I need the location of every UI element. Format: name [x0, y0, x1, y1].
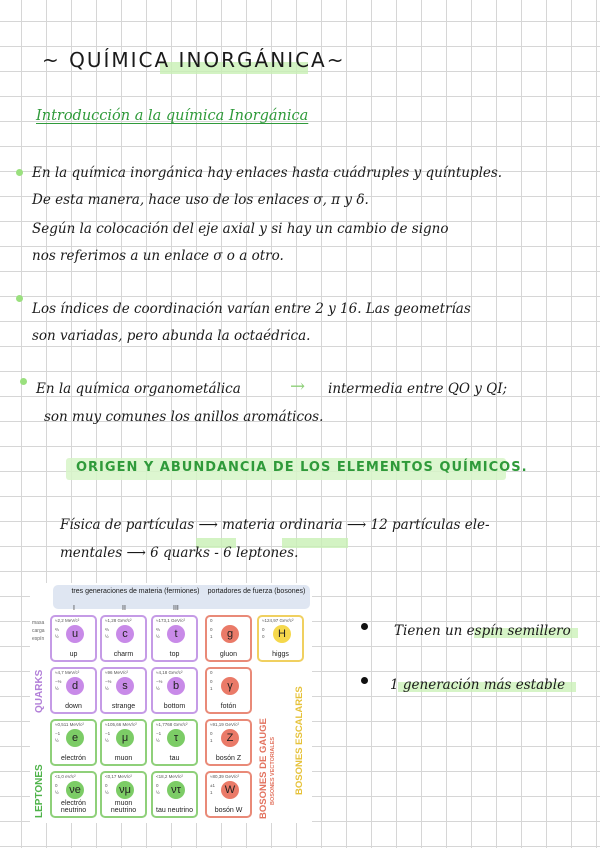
particles-line-2: mentales ⟶ 6 quarks - 6 leptones. — [60, 545, 299, 561]
particle-mass: ≈105,66 MeV/c² — [105, 722, 137, 727]
bullet-dot — [361, 623, 368, 630]
section-heading-origin: ORIGEN Y ABUNDANCIA DE LOS ELEMENTOS QUÍMICOS. — [76, 460, 528, 475]
bullet-1-line-3: Según la colocación del eje axial y si hay un cambio de signo — [32, 221, 449, 237]
particle-symbol: g — [221, 625, 239, 643]
particle-name: tau neutrino — [156, 807, 193, 814]
particle-charge: ⅔ — [156, 627, 160, 632]
generation-label: II — [122, 605, 126, 612]
particle-spin: ½ — [105, 790, 109, 795]
particle-symbol: Z — [221, 729, 239, 747]
particle-spin: 1 — [210, 634, 213, 639]
particle-symbol: s — [116, 677, 134, 695]
particle-cell-down — [50, 667, 97, 714]
particle-name: gluon — [219, 651, 238, 658]
particle-name: muon neutrino — [110, 800, 137, 814]
particle-symbol: τ — [167, 729, 185, 747]
particle-mass: ≈0,511 MeV/c² — [55, 722, 84, 727]
particle-symbol: W — [221, 781, 239, 799]
particle-charge: ⅔ — [55, 627, 59, 632]
row-label-charge: carga — [32, 628, 45, 634]
bullet-1-line-4: nos referimos a un enlace σ o a otro. — [32, 248, 284, 264]
particle-charge: 0 — [210, 731, 213, 736]
particle-cell-muon-neutrino — [100, 771, 147, 818]
particle-cell-bottom — [151, 667, 198, 714]
particle-mass: 0 — [210, 670, 213, 675]
particle-symbol: u — [66, 625, 84, 643]
particle-spin: ½ — [156, 634, 160, 639]
bullet-2-line-2: son variadas, pero abunda la octaédrica. — [32, 328, 311, 344]
bosons-header: portadores de fuerza (bosones) — [203, 585, 310, 609]
bullet-1-line-1: En la química inorgánica hay enlaces hasta cuádruples y quíntuples. — [32, 165, 503, 181]
particle-charge: −1 — [55, 731, 61, 736]
generation-label: III — [173, 605, 179, 612]
particle-spin: ½ — [105, 634, 109, 639]
particle-symbol: μ — [116, 729, 134, 747]
particle-mass: ≈4,18 GeV/c² — [156, 670, 183, 675]
particle-name: electrón — [61, 755, 86, 762]
particle-spin: ½ — [105, 686, 109, 691]
row-label-spin: espín — [32, 636, 45, 642]
particle-spin: ½ — [55, 686, 59, 691]
particle-spin: ½ — [55, 790, 59, 795]
particle-mass: <1,0 eV/c² — [55, 774, 76, 779]
particle-charge: 0 — [156, 783, 159, 788]
particle-mass: 0 — [210, 618, 213, 623]
particle-symbol: γ — [221, 677, 239, 695]
particle-charge: −1 — [156, 731, 162, 736]
page-title: ~ QUÍMICA INORGÁNICA~ — [42, 48, 346, 72]
particle-cell-strange — [100, 667, 147, 714]
particle-spin: ½ — [55, 738, 59, 743]
particle-mass: ≈91,19 GeV/c² — [210, 722, 239, 727]
particle-cell-muon — [100, 719, 147, 766]
quarks-label: QUARKS — [34, 669, 45, 713]
particle-spin: 0 — [262, 634, 265, 639]
particle-mass: ≈124,97 GeV/c² — [262, 618, 294, 623]
particle-cell-bosón-Z — [205, 719, 252, 766]
particle-cell-up — [50, 615, 97, 662]
particle-symbol: νe — [66, 781, 84, 799]
particle-spin: ½ — [55, 634, 59, 639]
particle-mass: ≈1,7768 GeV/c² — [156, 722, 188, 727]
particle-name: fotón — [220, 703, 237, 710]
particle-cell-electrón — [50, 719, 97, 766]
particle-symbol: e — [66, 729, 84, 747]
particle-mass: ≈4,7 MeV/c² — [55, 670, 80, 675]
particle-mass: ≈96 MeV/c² — [105, 670, 128, 675]
particle-symbol: b — [167, 677, 185, 695]
particle-name: top — [169, 651, 180, 658]
bullet-dot — [20, 378, 27, 385]
bullet-1-line-2: De esta manera, hace uso de los enlaces σ, π y δ. — [32, 192, 369, 208]
particle-name: electrón neutrino — [60, 800, 87, 814]
particle-spin: ½ — [156, 738, 160, 743]
particle-charge: −⅓ — [55, 679, 62, 684]
particle-charge: −⅓ — [156, 679, 163, 684]
bullet-dot — [16, 169, 23, 176]
particle-name: strange — [111, 703, 136, 710]
particle-spin: ½ — [156, 686, 160, 691]
particle-name: tau — [169, 755, 180, 762]
particle-name: bosón W — [214, 807, 243, 814]
bullet-dot — [16, 295, 23, 302]
particle-mass: <0,17 MeV/c² — [105, 774, 132, 779]
particle-cell-top — [151, 615, 198, 662]
particle-name: higgs — [272, 651, 289, 658]
bullet-3-line-2: son muy comunes los anillos aromáticos. — [44, 409, 324, 425]
particle-name: bottom — [163, 703, 186, 710]
particle-cell-tau — [151, 719, 198, 766]
bullet-dot — [361, 677, 368, 684]
particle-charge: 0 — [210, 679, 213, 684]
fermions-header: tres generaciones de materia (fermiones) — [53, 585, 218, 609]
particle-mass: ≈173,1 GeV/c² — [156, 618, 185, 623]
particle-name: bosón Z — [215, 755, 242, 762]
particle-spin: ½ — [156, 790, 160, 795]
particle-mass: ≈2,2 MeV/c² — [55, 618, 80, 623]
row-label-mass: masa — [32, 620, 45, 626]
note-generation: 1 generación más estable — [390, 677, 566, 693]
particle-cell-tau-neutrino — [151, 771, 198, 818]
bullet-3-line-1-right: intermedia entre QO y QI; — [328, 381, 508, 397]
particle-charge: ±1 — [210, 783, 215, 788]
particle-spin: 1 — [210, 738, 213, 743]
particle-cell-gluon — [205, 615, 252, 662]
particle-symbol: H — [273, 625, 291, 643]
particle-charge: 0 — [55, 783, 58, 788]
particle-cell-higgs — [257, 615, 304, 662]
leptons-label: LEPTONES — [34, 764, 45, 818]
note-spin: Tienen un espín semillero — [394, 623, 571, 639]
particle-charge: −⅓ — [105, 679, 112, 684]
particle-symbol: ντ — [167, 781, 185, 799]
particle-charge: −1 — [105, 731, 111, 736]
particle-mass: ≈80,39 GeV/c² — [210, 774, 239, 779]
particle-spin: 1 — [210, 686, 213, 691]
particle-charge: 0 — [262, 627, 265, 632]
arrow-icon: → — [290, 376, 306, 397]
particle-cell-bosón-W — [205, 771, 252, 818]
particle-symbol: νμ — [116, 781, 134, 799]
particle-spin: ½ — [105, 738, 109, 743]
particle-name: down — [65, 703, 82, 710]
section-heading-intro: Introducción a la química Inorgánica — [36, 108, 309, 124]
particle-cell-fotón — [205, 667, 252, 714]
particle-charge: 0 — [210, 627, 213, 632]
gauge-bosons-label: BOSONES DE GAUGE — [258, 718, 269, 819]
bullet-3-line-1-left: En la química organometálica — [36, 381, 241, 397]
particle-mass: <18,2 MeV/c² — [156, 774, 183, 779]
generation-label: I — [73, 605, 75, 612]
particle-charge: 0 — [105, 783, 108, 788]
particle-cell-charm — [100, 615, 147, 662]
particle-symbol: d — [66, 677, 84, 695]
particles-line-1: Física de partículas ⟶ materia ordinaria ⟶ 12 partículas ele- — [60, 517, 490, 533]
particle-spin: 1 — [210, 790, 213, 795]
particle-name: muon — [114, 755, 133, 762]
particle-name: charm — [113, 651, 134, 658]
particle-name: up — [69, 651, 78, 658]
particle-charge: ⅔ — [105, 627, 109, 632]
particle-symbol: c — [116, 625, 134, 643]
vector-bosons-label: BOSONES VECTORIALES — [270, 736, 276, 805]
bullet-2-line-1: Los índices de coordinación varían entre 2 y 16. Las geometrías — [32, 301, 471, 317]
particle-cell-electrón-neutrino — [50, 771, 97, 818]
particle-symbol: t — [167, 625, 185, 643]
scalar-bosons-label: BOSONES ESCALARES — [294, 686, 305, 795]
particle-mass: ≈1,28 GeV/c² — [105, 618, 132, 623]
standard-model-figure — [30, 583, 312, 823]
